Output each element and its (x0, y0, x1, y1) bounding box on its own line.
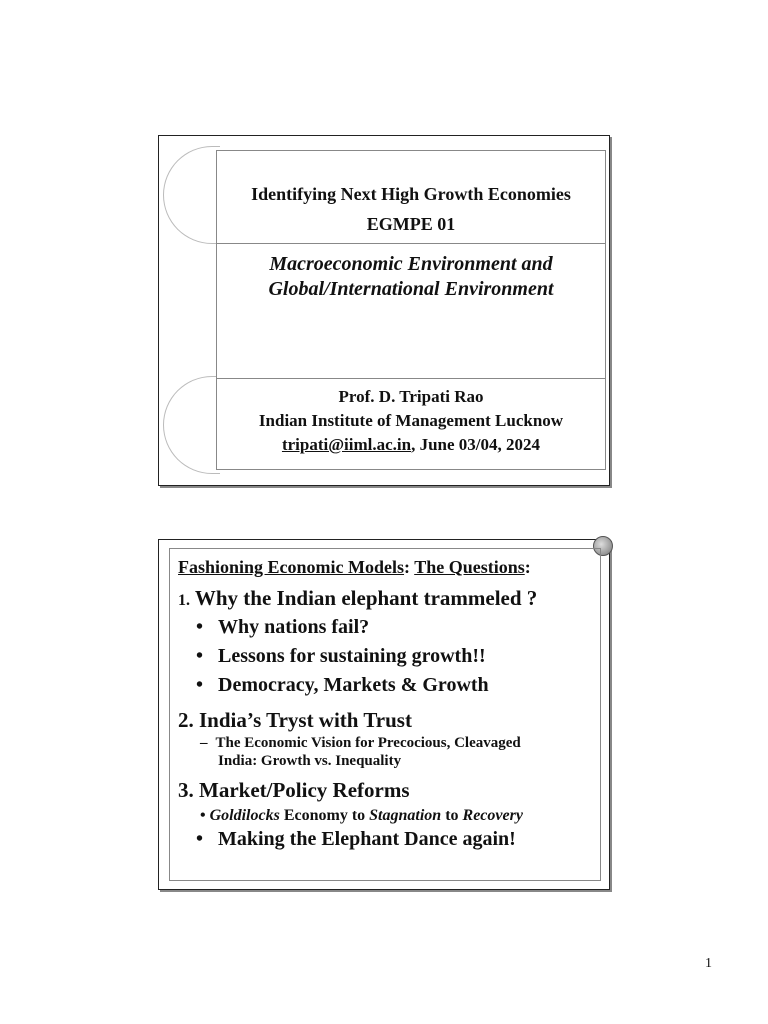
decorative-arc (163, 146, 220, 244)
page-number: 1 (705, 956, 712, 971)
bullet-item: • Making the Elephant Dance again! (200, 825, 592, 854)
bullet-item: • Democracy, Markets & Growth (200, 671, 592, 700)
course-code: EGMPE 01 (366, 214, 456, 234)
question-2-sub (200, 733, 592, 753)
question-1 (178, 586, 592, 611)
sub-text: The Economic Vision for Precocious, Cleavaged (215, 735, 521, 751)
term: Goldilocks (209, 807, 280, 824)
contact-line (217, 433, 605, 457)
text: to (441, 807, 463, 824)
date: , June 03/04, 2024 (411, 435, 541, 454)
slide-content (169, 548, 601, 881)
slide-title (158, 135, 610, 486)
author-info (217, 385, 605, 457)
author-box (216, 378, 606, 470)
institution: Indian Institute of Management Lucknow (258, 411, 564, 430)
question-3-bullet: • Goldilocks Economy to Stagnation to Recovery (200, 807, 523, 824)
slide-questions (158, 539, 610, 890)
sub-text: India: Growth vs. Inequality (218, 753, 402, 769)
bullet-item: • Why nations fail? (200, 613, 592, 642)
question-text: Why the Indian elephant trammeled ? (190, 586, 538, 610)
text: Economy to (279, 807, 370, 824)
heading-part: The Questions (414, 557, 525, 577)
session-title (217, 252, 605, 302)
decorative-arc (163, 376, 220, 474)
session-title-line: Macroeconomic Environment and (269, 253, 553, 275)
slide-heading (178, 557, 592, 578)
title-box (216, 150, 606, 244)
heading-end: : (524, 557, 531, 577)
author-name: Prof. D. Tripati Rao (338, 387, 484, 406)
term: Recovery (462, 807, 523, 824)
dash: – (200, 735, 208, 751)
bullet-item: • Lessons for sustaining growth!! (200, 642, 592, 671)
course-title-line: Identifying Next High Growth Economies (251, 184, 571, 204)
course-title (217, 179, 605, 239)
session-title-line: Global/International Environment (268, 278, 554, 300)
question-3-bullets (178, 825, 592, 854)
question-1-bullets (178, 613, 592, 700)
heading-sep: : (404, 557, 415, 577)
term: Stagnation (369, 807, 442, 824)
email-link[interactable]: tripati@iiml.ac.in (281, 435, 412, 454)
question-3: 3. Market/Policy Reforms (178, 778, 410, 802)
question-number: 1. (178, 592, 190, 609)
subtitle-box (216, 243, 606, 379)
question-2: 2. India’s Tryst with Trust (178, 708, 412, 732)
heading-part: Fashioning Economic Models (178, 557, 405, 577)
